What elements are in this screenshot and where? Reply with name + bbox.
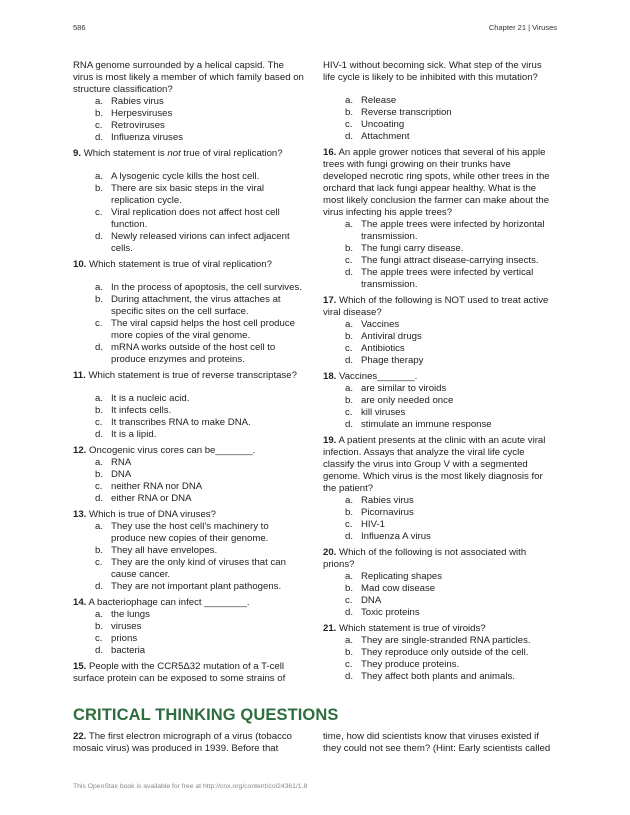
option-text: are only needed once [361,395,454,406]
answer-option [323,495,555,507]
answer-option [323,119,555,131]
question-18 [323,371,555,431]
question-text: 18. Vaccines_______. [323,371,418,382]
question-text: 21. Which statement is true of viroids? [323,623,486,634]
option-letter: d. [345,419,354,430]
question-number: 19. [323,435,337,446]
option-letter: c. [345,595,353,606]
option-letter: d. [95,132,104,143]
option-letter: a. [345,571,354,582]
option-text: Phage therapy [361,355,424,366]
option-text: Mad cow disease [361,583,436,594]
answer-option [73,120,305,132]
answer-option [323,571,555,583]
answer-option [73,429,305,441]
question-number: 11. [73,370,86,381]
question-text: 16. An apple grower notices that several of his apple trees with fungi growing on their trunks have developed necrotic ring spots, while other trees in the orchard that lack fungi appear healthy. What is the most likely conclusion the farmer can make about the virus infecting his apple trees? [323,147,550,218]
question-9 [73,148,305,255]
answer-option [73,581,305,593]
answer-option [73,609,305,621]
option-letter: b. [345,243,354,254]
option-text: They are the only kind of viruses that can cause cancer. [111,557,286,580]
left-column [73,60,305,689]
option-letter: a. [95,457,104,468]
answer-option [73,282,305,294]
answer-options [323,571,555,619]
option-letter: a. [345,495,354,506]
option-text: RNA [111,457,132,468]
option-text: Antibiotics [361,343,405,354]
option-letter: a. [95,393,104,404]
answer-option [73,493,305,505]
option-letter: a. [95,171,104,182]
page-number: 586 [73,23,86,32]
answer-option [73,405,305,417]
option-text: DNA [361,595,382,606]
option-text: They produce proteins. [361,659,460,670]
option-text: kill viruses [361,407,406,418]
answer-options [73,457,305,505]
option-letter: c. [345,255,353,266]
answer-option [73,132,305,144]
question-10 [73,259,305,366]
answer-options [73,521,305,593]
answer-options [73,96,305,144]
question-text: 9. Which statement is not true of viral replication? [73,148,283,159]
option-text: Rabies virus [361,495,414,506]
answer-options [73,609,305,657]
answer-option [323,583,555,595]
option-text: It transcribes RNA to make DNA. [111,417,251,428]
question-17 [323,295,555,367]
question-text: 15. People with the CCR5Δ32 mutation of a T-cell surface protein can be exposed to some strains of [73,661,286,684]
answer-option [73,108,305,120]
option-letter: a. [95,521,104,532]
option-text: The fungi attract disease-carrying insects. [361,255,539,266]
option-text: The fungi carry disease. [361,243,464,254]
question-8-continuation [73,60,305,144]
option-letter: b. [95,545,104,556]
question-15-continuation [323,60,555,143]
option-text: are similar to viroids [361,383,447,394]
option-letter: b. [345,507,354,518]
answer-option [323,659,555,671]
question-number: 12. [73,445,87,456]
question-number: 22. [73,731,87,742]
option-text: prions [111,633,138,644]
option-text: HIV-1 [361,519,385,530]
option-letter: d. [95,231,104,242]
option-text: Attachment [361,131,410,142]
answer-option [323,331,555,343]
answer-option [73,393,305,405]
option-text: They are single-stranded RNA particles. [361,635,531,646]
question-22 [73,731,305,755]
option-letter: c. [345,119,353,130]
answer-option [73,171,305,183]
option-text: Vaccines [361,319,400,330]
answer-option [323,395,555,407]
option-letter: b. [345,395,354,406]
option-letter: b. [345,331,354,342]
answer-option [73,96,305,108]
question-number: 13. [73,509,87,520]
emphasis-text: not [167,148,181,159]
option-text: They use the host cell’s machinery to produce new copies of their genome. [111,521,269,544]
answer-option [73,545,305,557]
option-text: the lungs [111,609,150,620]
option-text: Picornavirus [361,507,414,518]
answer-options [73,282,305,366]
option-text: Retroviruses [111,120,165,131]
option-letter: a. [345,635,354,646]
answer-option [323,507,555,519]
answer-option [323,647,555,659]
option-text: The viral capsid helps the host cell produce more copies of the viral genome. [111,318,295,341]
answer-option [73,417,305,429]
question-number: 20. [323,547,337,558]
question-text: The first electron micrograph of a virus (tobacco mosaic virus) was produced in 1939. Before that [73,731,292,754]
option-letter: d. [345,267,354,278]
question-text: 20. Which of the following is not associated with prions? [323,547,527,570]
chapter-header: Chapter 21 | Viruses [488,23,557,32]
question-16 [323,147,555,291]
answer-option [323,355,555,367]
answer-option [73,633,305,645]
question-number: 17. [323,295,337,306]
option-letter: b. [95,108,104,119]
answer-option [323,107,555,119]
option-letter: d. [345,131,354,142]
answer-option [73,481,305,493]
option-text: During attachment, the virus attaches at specific sites on the cell surface. [111,294,281,317]
option-text: A lysogenic cycle kills the host cell. [111,171,260,182]
question-number: 15. [73,661,87,672]
answer-option [73,557,305,581]
option-text: viruses [111,621,142,632]
option-text: DNA [111,469,132,480]
question-11 [73,370,305,441]
option-text: Replicating shapes [361,571,443,582]
option-letter: d. [345,671,354,682]
answer-option [323,255,555,267]
page-footer: This OpenStax book is available for free at http://cnx.org/content/col24361/1.8 [73,783,308,790]
answer-option [73,621,305,633]
question-text: 10. Which statement is true of viral replication? [73,259,272,270]
section-heading: CRITICAL THINKING QUESTIONS [73,706,339,724]
answer-option [323,595,555,607]
answer-options [323,635,555,683]
option-letter: d. [95,429,104,440]
question-text: 11. Which statement is true of reverse transcriptase? [73,370,297,381]
option-letter: c. [95,417,103,428]
option-letter: a. [95,96,104,107]
option-letter: d. [95,342,104,353]
answer-option [323,607,555,619]
option-letter: b. [95,621,104,632]
question-21 [323,623,555,683]
option-text: They are not important plant pathogens. [111,581,282,592]
question-text: 12. Oncogenic virus cores can be_______. [73,445,256,456]
question-20 [323,547,555,619]
option-text: Herpesviruses [111,108,173,119]
option-letter: c. [95,318,103,329]
answer-option [323,343,555,355]
question-text: 14. A bacteriophage can infect ________. [73,597,250,608]
option-text: It is a lipid. [111,429,157,440]
answer-option [73,294,305,318]
answer-option [73,457,305,469]
question-text: 13. Which is true of DNA viruses? [73,509,216,520]
answer-option [323,219,555,243]
option-letter: a. [95,609,104,620]
answer-option [73,469,305,481]
answer-options [323,495,555,543]
option-text: Influenza A virus [361,531,431,542]
option-text: The apple trees were infected by vertical transmission. [361,267,534,290]
option-text: Antiviral drugs [361,331,422,342]
option-letter: a. [345,319,354,330]
answer-option [73,521,305,545]
question-15 [73,661,305,685]
option-letter: b. [95,183,104,194]
option-text: They affect both plants and animals. [361,671,515,682]
option-letter: d. [345,531,354,542]
right-column [323,60,555,687]
option-letter: b. [95,294,104,305]
option-text: They reproduce only outside of the cell. [361,647,529,658]
answer-option [323,95,555,107]
question-number: 16. [323,147,337,158]
answer-option [323,407,555,419]
option-text: They all have envelopes. [111,545,218,556]
option-text: Rabies virus [111,96,164,107]
answer-option [73,342,305,366]
question-number: 10. [73,259,87,270]
answer-options [323,219,555,291]
question-13 [73,509,305,593]
option-letter: c. [95,207,103,218]
option-letter: c. [95,481,103,492]
option-letter: d. [95,645,104,656]
question-number: 14. [73,597,87,608]
option-letter: c. [345,407,353,418]
option-text: It infects cells. [111,405,172,416]
option-letter: a. [95,282,104,293]
option-text: Viral replication does not affect host cell function. [111,207,280,230]
option-letter: d. [95,581,104,592]
option-letter: a. [345,95,354,106]
option-letter: b. [345,107,354,118]
answer-options [73,171,305,255]
option-text: Release [361,95,397,106]
option-letter: a. [345,383,354,394]
option-text: bacteria [111,645,146,656]
option-letter: c. [345,519,353,530]
question-text: HIV-1 without becoming sick. What step of the virus life cycle is likely to be inhibited with this mutation? [323,60,542,83]
option-letter: c. [95,557,103,568]
answer-options [323,319,555,367]
option-text: either RNA or DNA [111,493,192,504]
option-letter: d. [345,607,354,618]
option-text: mRNA works outside of the host cell to produce enzymes and proteins. [111,342,276,365]
option-text: It is a nucleic acid. [111,393,190,404]
question-number: 18. [323,371,337,382]
answer-option [73,318,305,342]
option-text: The apple trees were infected by horizontal transmission. [361,219,545,242]
question-text: RNA genome surrounded by a helical capsid. The virus is most likely a member of which family based on structure classification? [73,60,304,95]
option-letter: c. [95,633,103,644]
answer-options [323,95,555,143]
answer-option [323,419,555,431]
answer-options [323,383,555,431]
answer-option [73,183,305,207]
question-text: 17. Which of the following is NOT used to treat active viral disease? [323,295,549,318]
question-number: 9. [73,148,82,159]
question-text: 19. A patient presents at the clinic with an acute viral infection. Assays that analyze the viral life cycle classify the virus into Group V with a segmented genome. Which virus is the most likely diagnosis for the patient? [323,435,546,494]
option-text: In the process of apoptosis, the cell survives. [111,282,302,293]
option-text: neither RNA nor DNA [111,481,203,492]
answer-option [323,131,555,143]
option-text: stimulate an immune response [361,419,492,430]
option-text: Newly released virions can infect adjacent cells. [111,231,290,254]
option-text: Toxic proteins [361,607,420,618]
option-letter: c. [345,659,353,670]
question-19 [323,435,555,543]
option-letter: a. [345,219,354,230]
question-22-continuation: time, how did scientists know that viruses existed if they could not see them? (Hint: Early scientists called [323,731,551,754]
answer-option [73,645,305,657]
option-text: Uncoating [361,119,405,130]
option-letter: b. [95,405,104,416]
answer-option [323,531,555,543]
option-letter: c. [345,343,353,354]
answer-option [323,267,555,291]
answer-options [73,393,305,441]
option-letter: d. [95,493,104,504]
option-letter: b. [95,469,104,480]
question-14 [73,597,305,657]
question-12 [73,445,305,505]
option-letter: b. [345,583,354,594]
answer-option [73,231,305,255]
option-text: Reverse transcription [361,107,452,118]
answer-option [323,243,555,255]
answer-option [323,671,555,683]
option-text: There are six basic steps in the viral replication cycle. [111,183,265,206]
answer-option [323,635,555,647]
answer-option [323,319,555,331]
option-letter: d. [345,355,354,366]
question-number: 21. [323,623,337,634]
option-letter: c. [95,120,103,131]
answer-option [323,383,555,395]
answer-option [73,207,305,231]
option-text: Influenza viruses [111,132,183,143]
answer-option [323,519,555,531]
option-letter: b. [345,647,354,658]
